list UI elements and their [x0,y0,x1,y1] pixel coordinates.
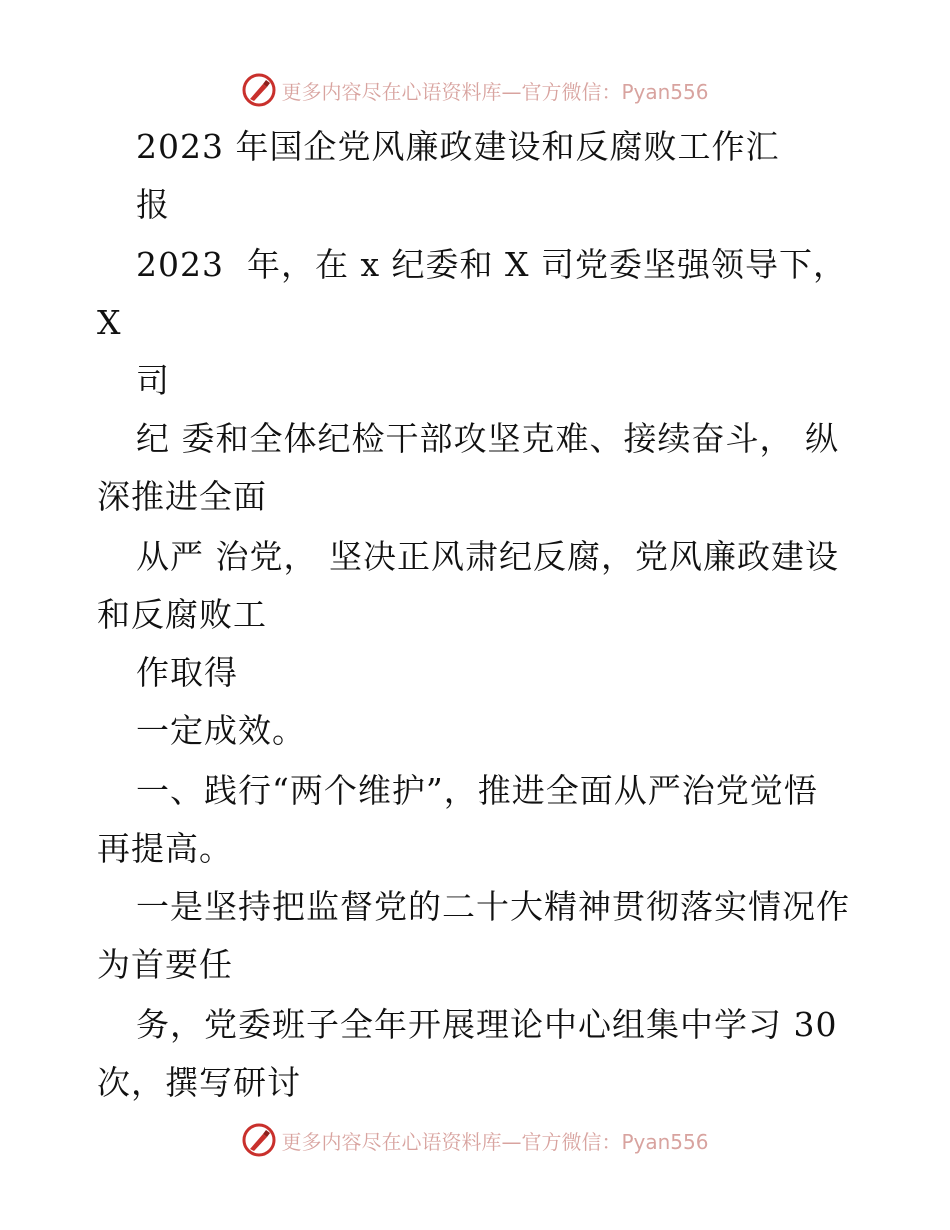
text-line: 2023 年，在 x 纪委和 X 司党委坚强领导下， [136,245,848,284]
text-line: 务，党委班子全年开展理论中心组集中学习 30 [136,1005,838,1044]
text-line: 次，撰写研讨 [97,1063,301,1102]
text-line: X [97,303,122,342]
text-line: 一定成效。 [136,711,306,750]
document-title: 2023 年国企党风廉政建设和反腐败工作汇 [136,127,780,166]
text-line: 作取得 [136,653,238,692]
text-line: 和反腐败工 [97,595,267,634]
text-line: 一是坚持把监督党的二十大精神贯彻落实情况作 [136,887,850,926]
text-line: 再提高。 [97,829,233,868]
text-line: 从严 治党， 坚决正风肃纪反腐，党风廉政建设 [136,537,839,576]
watermark-text: 更多内容尽在心语资料库—官方微信：Pyan556 [281,1129,709,1154]
text-line: 司 [136,361,170,400]
text-line: 纪 委和全体纪检干部攻坚克难、接续奋斗， 纵 [136,419,839,458]
watermark-footer [0,1120,950,1160]
watermark-text: 更多内容尽在心语资料库—官方微信：Pyan556 [281,79,709,104]
watermark-header [0,70,950,110]
pen-circle-logo-icon [241,72,277,108]
text-line: 报 [136,185,170,224]
text-line: 为首要任 [97,945,233,984]
text-line: 深推进全面 [97,477,267,516]
pen-circle-logo-icon [241,1122,277,1158]
section-heading: 一、践行“两个维护”，推进全面从严治党觉悟 [136,771,818,810]
